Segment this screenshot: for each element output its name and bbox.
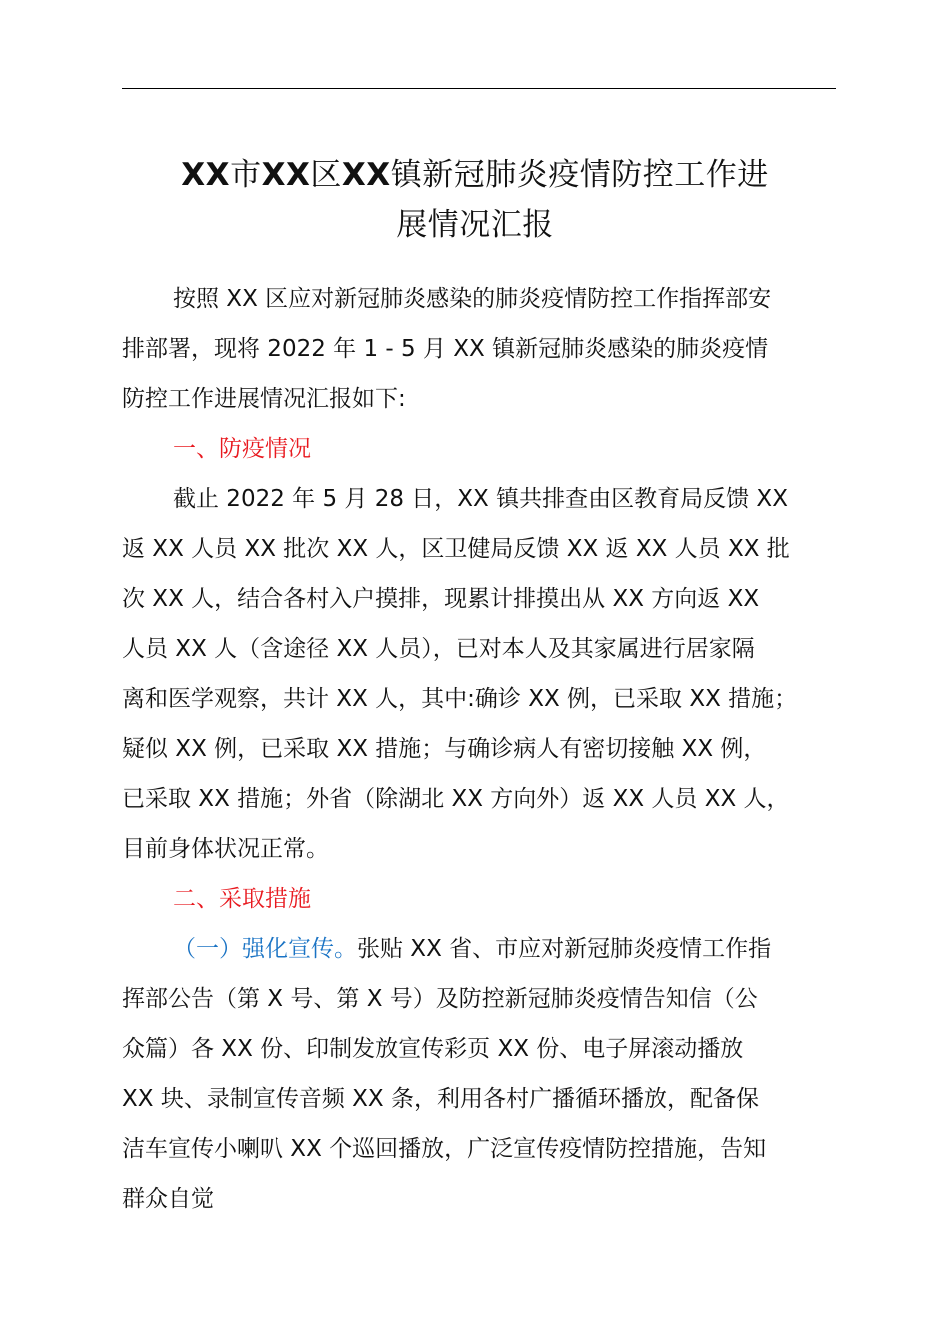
text-line: 离和医学观察，共计 XX 人，其中:确诊 XX 例，已采取 XX 措施； <box>122 686 798 712</box>
text-line: 已采取 XX 措施；外省（除湖北 XX 方向外）返 XX 人员 XX 人， <box>122 786 790 812</box>
text-line: 按照 XX 区应对新冠肺炎感染的肺炎疫情防控工作指挥部安 <box>173 286 772 312</box>
document-title <box>100 150 850 250</box>
text-line <box>122 924 862 974</box>
text-line: 挥部公告（第 X 号、第 X 号）及防控新冠肺炎疫情告知信（公 <box>122 986 758 1012</box>
text-line: 疑似 XX 例，已采取 XX 措施；与确诊病人有密切接触 XX 例， <box>122 736 767 762</box>
title-segment: XX <box>341 157 391 193</box>
subsection-1-lead: 张贴 XX 省、市应对新冠肺炎疫情工作指 <box>357 936 772 962</box>
text-line: 群众自觉 <box>122 1186 214 1212</box>
title-segment: 镇新冠肺炎疫情防控工作进 <box>390 157 769 193</box>
section-2-heading: 二、采取措施 <box>173 886 311 912</box>
section-1-heading: 一、防疫情况 <box>173 436 311 462</box>
title-segment: 区 <box>310 157 342 193</box>
title-line-2: 展情况汇报 <box>396 207 554 243</box>
text-line: 防控工作进展情况汇报如下: <box>122 386 406 412</box>
subsection-1-heading: （一）强化宣传。 <box>173 936 357 962</box>
text-line: 洁车宣传小喇叭 XX 个巡回播放，广泛宣传疫情防控措施，告知 <box>122 1136 767 1162</box>
header-rule <box>122 88 836 89</box>
text-line: 截止 2022 年 5 月 28 日，XX 镇共排查由区教育局反馈 XX <box>173 486 788 512</box>
text-line: 人员 XX 人（含途径 XX 人员），已对本人及其家属进行居家隔 <box>122 636 755 662</box>
text-line: 目前身体状况正常。 <box>122 836 329 862</box>
text-line: XX 块、录制宣传音频 XX 条，利用各村广播循环播放，配备保 <box>122 1086 759 1112</box>
intro-paragraph <box>122 274 862 424</box>
section-1-heading-paragraph <box>122 424 862 474</box>
section-2-sub-1-paragraph <box>122 924 862 1224</box>
text-line: 次 XX 人，结合各村入户摸排，现累计排摸出从 XX 方向返 XX <box>122 586 760 612</box>
title-segment: XX <box>181 157 231 193</box>
title-line-1 <box>100 150 850 200</box>
text-line: 排部署，现将 2022 年 1 - 5 月 XX 镇新冠肺炎感染的肺炎疫情 <box>122 336 769 362</box>
section-2-heading-paragraph <box>122 874 862 924</box>
title-segment: XX <box>261 157 311 193</box>
title-segment: 市 <box>230 157 262 193</box>
document-body <box>122 274 862 1224</box>
text-line: 众篇）各 XX 份、印制发放宣传彩页 XX 份、电子屏滚动播放 <box>122 1036 744 1062</box>
text-line: 返 XX 人员 XX 批次 XX 人，区卫健局反馈 XX 返 XX 人员 XX 批 <box>122 536 790 562</box>
section-1-paragraph <box>122 474 862 874</box>
